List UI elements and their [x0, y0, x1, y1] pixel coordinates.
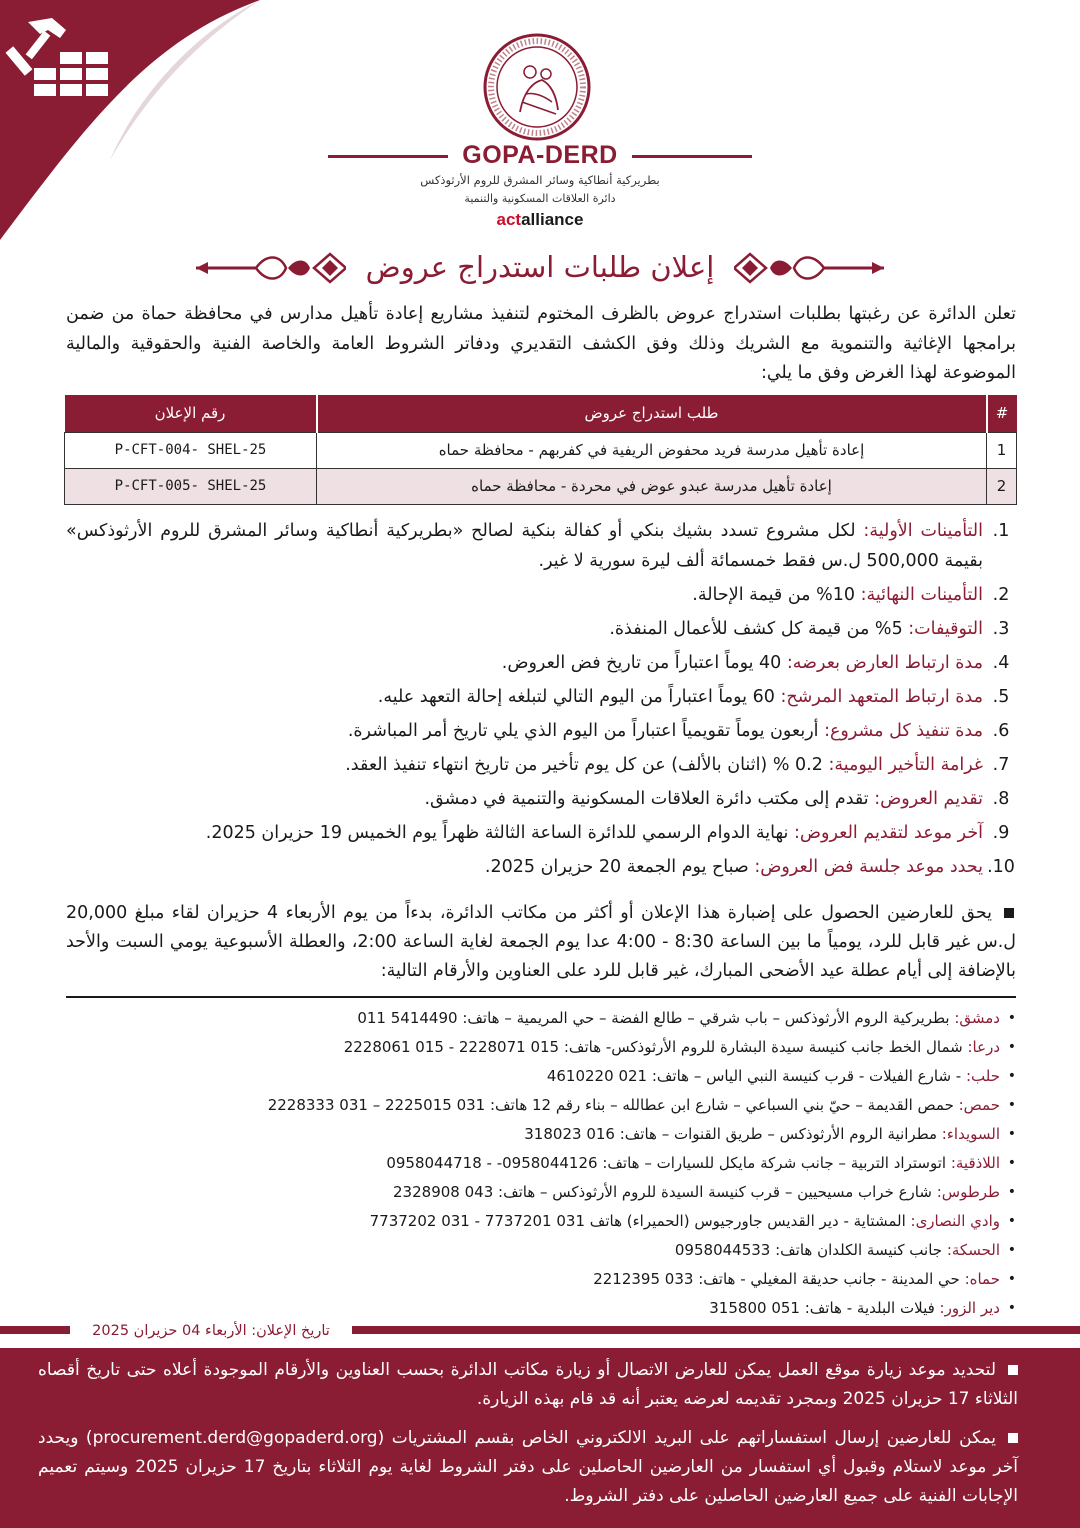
address-item: • طرطوس: شارع خراب مسيحيين – قرب كنيسة السيدة للروم الأرثوذكس – هاتف: 043 2328908 — [393, 1183, 1016, 1201]
intro-paragraph: تعلن الدائرة عن رغبتها بطلبات استدراج عروض بالظرف المختوم لتنفيذ مشاريع إعادة تأهيل مدارس في محافظة حماة من ضمن برامجها الإغاثية والتنموية مع الشريك وذلك وفق الكشف التقديري ودفاتر الشروط العامة والخاصة الفنية والحقوقية والمالية الموضوعة لهذا الغرض وفق ما يلي: — [66, 304, 1016, 383]
row-ref: P-CFT-005- SHEL-25 — [65, 468, 317, 504]
address-item: • دمشق: بطريركية الروم الأرثوذكس – باب شرقي – طالع الفضة – حي المريمية – هاتف: 5414490 011 — [357, 1009, 1016, 1027]
terms-list — [66, 517, 1016, 887]
brand-rule-left — [328, 155, 448, 158]
row-num: 2 — [987, 468, 1017, 504]
term-item: 2. التأمينات النهائية: 10% من قيمة الإحالة. — [692, 584, 1010, 605]
address-item: • الحسكة: جانب كنيسة الكلدان هاتف: 0958044533 — [674, 1241, 1016, 1259]
term-item: 6. مدة تنفيذ كل مشروع: أربعون يوماً تقويمياً اعتباراً من اليوم الذي يلي تاريخ أمر المباشرة. — [347, 720, 1010, 741]
seal-logo — [482, 32, 592, 142]
address-item: • دير الزور: فيلات البلدية - هاتف: 051 315800 — [709, 1299, 1016, 1317]
row-num: 1 — [987, 432, 1017, 468]
announcement-date-row — [0, 1318, 1080, 1344]
square-bullet-icon — [1008, 1365, 1018, 1375]
table-row — [65, 468, 1017, 504]
address-item: • حماه: حي المدينة - جانب حديقة المغيلي - هاتف: 033 2212395 — [593, 1270, 1016, 1288]
footer-note-inquiries: يمكن للعارضين إرسال استفساراتهم على البريد الالكتروني الخاص بقسم المشتريات (procurement.derd@gopaderd.org) ويحدد آخر موعد لاستلام وقبول أي استفسار من العارضين الحاصلين على دفتر الشروط لغاية يوم الثلاثاء بتاريخ 17 حزيران 2025 وسيتم تعميم الإجابات الفنية على جميع العارضين الحاصلين على دفتر الشروط. — [38, 1428, 1018, 1506]
term-item: 5. مدة ارتباط المتعهد المرشح: 60 يوماً اعتباراً من اليوم التالي لتبلغه إحالة التعهد عليه. — [377, 686, 1010, 707]
term-item: 10. يحدد موعد جلسة فض العروض: صباح يوم الجمعة 20 حزيران 2025. — [484, 856, 1015, 877]
brand-name: GOPA-DERD — [462, 141, 618, 169]
term-item: 3. التوقيفات: 5% من قيمة كل كشف للأعمال المنفذة. — [609, 618, 1010, 639]
brand-block — [300, 140, 780, 230]
brand-rule-right — [632, 155, 752, 158]
term-item: 8. تقديم العروض: تقدم إلى مكتب دائرة العلاقات المسكونية والتنمية في دمشق. — [424, 788, 1010, 809]
square-bullet-icon — [1008, 1433, 1018, 1443]
header-request: طلب استدراج عروض — [317, 395, 987, 432]
row-request: إعادة تأهيل مدرسة فريد محفوض الريفية في كفربهم - محافظة حماه — [317, 432, 987, 468]
address-item: • حلب: - شارع الفيلات - قرب كنيسة النبي الياس – هاتف: 021 4610220 — [546, 1067, 1016, 1085]
title-ornament-left — [196, 250, 346, 286]
title-ornament-right — [734, 250, 884, 286]
corner-decoration — [0, 0, 260, 240]
header-num: # — [987, 395, 1017, 432]
brand-subtitle-department: دائرة العلاقات المسكونية والتنمية — [464, 192, 616, 205]
offers-table — [64, 395, 1017, 505]
address-item: • اللاذقية: اتوستراد التربية – جانب شركة مايكل للسيارات – هاتف: 0958044126- - 0958044718 — [386, 1154, 1016, 1172]
address-item: • السويداء: مطرانية الروم الأرثوذكس – طريق القنوات – هاتف: 016 318023 — [524, 1125, 1016, 1143]
date-bar-right — [352, 1326, 1080, 1334]
header-ref: رقم الإعلان — [65, 395, 317, 432]
term-item: 9. آخر موعد لتقديم العروض: نهاية الدوام الرسمي للدائرة الساعة الثالثة ظهراً يوم الخميس 19 حزيران 2025. — [205, 822, 1010, 843]
address-item: • وادي النصارى: المشتاية - دير القديس جاورجيوس (الحميراء) هاتف 031 7737201 - 031 7737202 — [369, 1212, 1016, 1230]
date-bar-left — [0, 1326, 70, 1334]
collection-note: يحق للعارضين الحصول على إضبارة هذا الإعلان أو أكثر من مكاتب الدائرة، بدءاً من يوم الأربعاء 4 حزيران لقاء مبلغ 20,000 ل.س غير قابل للرد، يومياً ما بين الساعة 8:30 - 4:00 عدا يوم الجمعة لغاية الساعة 2:00، والعطلة الأسبوعية يومي السبت والأحد بالإضافة إلى أيام عطلة عيد الأضحى المبارك، غير قابل للرد على العناوين والأرقام التالية: — [66, 903, 1016, 981]
term-item: 7. غرامة التأخير اليومية: 0.2 % (اثنان بالألف) عن كل يوم تأخير من تاريخ انتهاء تنفيذ العقد. — [345, 754, 1010, 775]
table-header-row — [65, 395, 1017, 432]
footer-note-site-visit: لتحديد موعد زيارة موقع العمل يمكن للعارض الاتصال أو زيارة مكاتب الدائرة بحسب العناوين والأرقام الموجودة أعلاه حتى تاريخ أقصاه الثلاثاء 17 حزيران 2025 وبمجرد تقديمه لعرضه يعتبر أنه قد قام بهذه الزيارة. — [38, 1360, 1018, 1409]
page-title: إعلان طلبات استدراج عروض — [365, 250, 715, 284]
brand-subtitle-patriarchate: بطريركية أنطاكية وسائر المشرق للروم الأرثوذكس — [420, 173, 660, 187]
section-divider — [66, 996, 1016, 998]
act-alliance-logo: actalliance — [496, 210, 584, 229]
addresses-list — [66, 1004, 1016, 1323]
address-item: • درعا: شمال الخط جانب كنيسة سيدة البشارة للروم الأرثوذكس- هاتف: 015 2228071 - 015 2228061 — [343, 1038, 1016, 1056]
term-item: 1. التأمينات الأولية: لكل مشروع تسدد بشيك بنكي أو كفالة بنكية لصالح «بطريركية أنطاكية وسائر المشرق للروم الأرثوذكس» بقيمة 500,000 ل.س فقط خمسمائة ألف ليرة سورية لا غير. — [66, 521, 1010, 571]
footer-panel — [0, 1348, 1080, 1528]
announcement-date: تاريخ الإعلان: الأربعاء 04 حزيران 2025 — [92, 1323, 330, 1339]
row-ref: P-CFT-004- SHEL-25 — [65, 432, 317, 468]
title-row — [0, 244, 1080, 294]
term-item: 4. مدة ارتباط العارض بعرضه: 40 يوماً اعتباراً من تاريخ فض العروض. — [501, 652, 1010, 673]
table-row — [65, 432, 1017, 468]
row-request: إعادة تأهيل مدرسة عبدو عوض في محردة - محافظة حماه — [317, 468, 987, 504]
square-bullet-icon — [1004, 908, 1014, 918]
address-item: • حمص: حمص القديمة – حيّ بني السباعي – شارع ابن عطالله – بناء رقم 12 هاتف: 031 2225015 – 031 2228333 — [267, 1096, 1016, 1114]
